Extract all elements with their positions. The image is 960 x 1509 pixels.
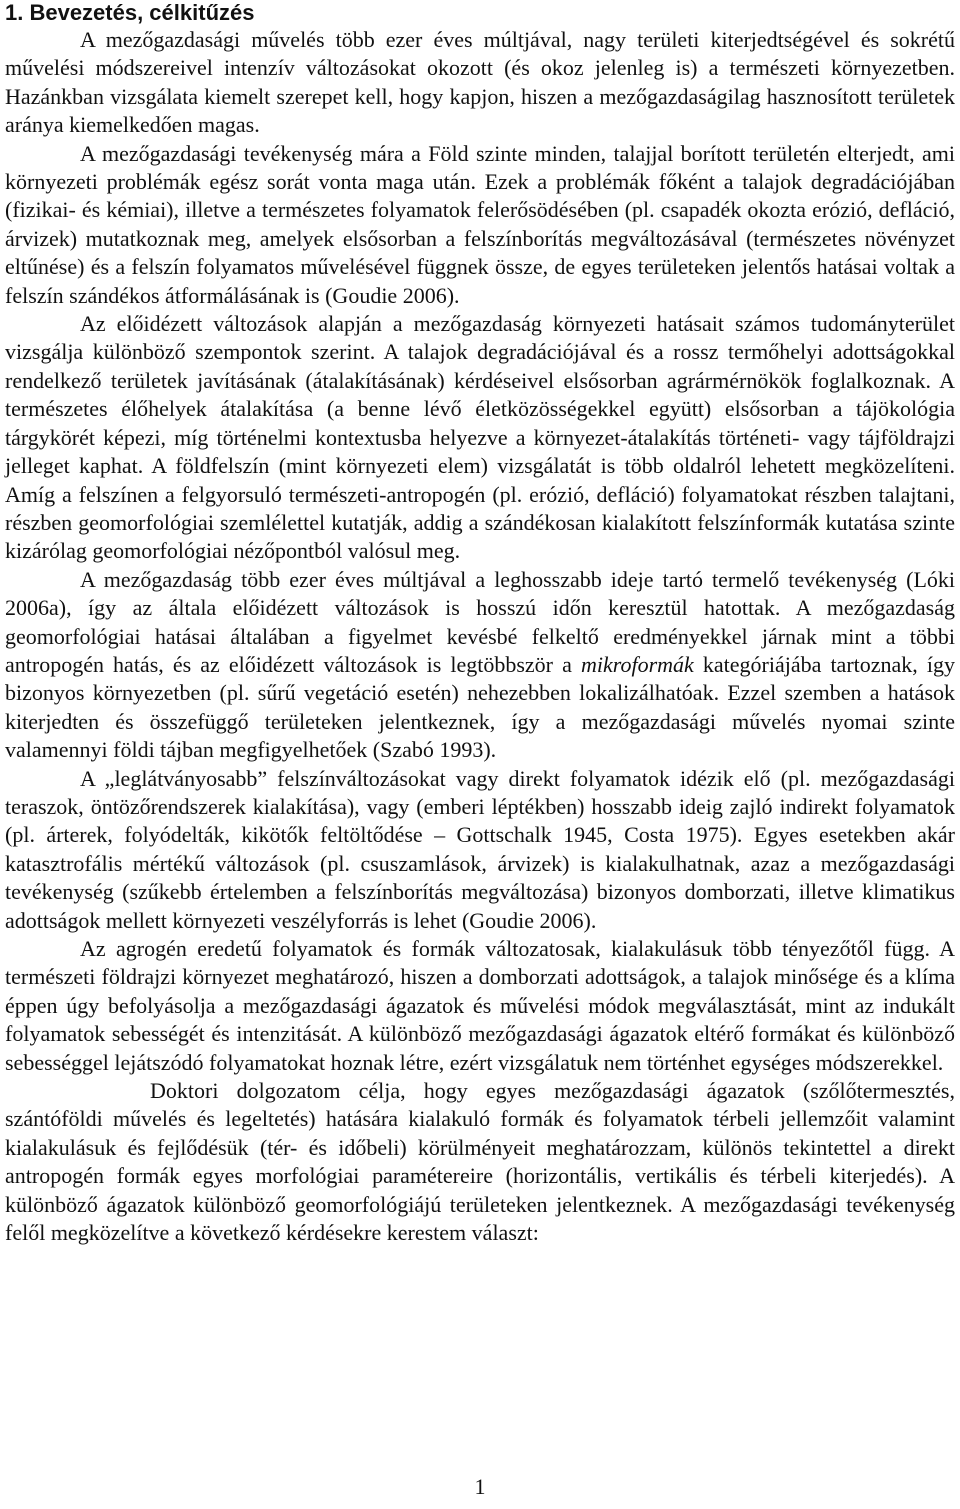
paragraph-text: kategóriájába tartoznak, így bizonyos környezetben (pl. sűrű vegetáció esetén) nehezebben lokalizálhatóak. Ezzel szemben a hatások kiterjedten és összefüggő területeken jelentkeznek, így a mezőgazdasági művelés nyomai szinte valamennyi földi tájban megfigyelhetőek (Szabó 1993). [5,651,955,763]
paragraph-text: A mezőgazdaság több ezer éves múltjával a leghosszabb ideje tartó termelő tevékenység (Lóki 2006a), így az általa előidézett változások is hosszú időn keresztül hatottak. A mezőgazdaság geomorfológiai hatásai általában a figyelmet kevésbé felkeltő eredményekkel járnak mint a többi antropogén hatás, és az előidézett változások is legtöbbször a [5,566,955,677]
paragraph [5,935,955,1077]
paragraph [5,26,955,140]
document-page [5,0,955,1247]
page-number: 1 [474,1474,486,1499]
paragraph [5,566,955,765]
paragraph [5,310,955,566]
paragraph-text: A mezőgazdasági tevékenység mára a Föld szinte minden, talajjal borított területén elterjedt, ami környezeti problémák egész sorát vonta maga után. Ezek a problémák főként a talajok degradációjában (fizikai- és kémiai), illetve a természetes folyamatok felerősödésében (pl. csapadék okozta erózió, defláció, árvizek) mutatkoznak meg, amelyek elsősorban a felszínborítás megváltozásával (természetes növényzet eltűnése) és a felszín folyamatos művelésével függnek össze, de egyes területeken jelentős hatásai voltak a felszín szándékos átformálásának is (Goudie 2006). [5,140,955,308]
section-heading: 1. Bevezetés, célkitűzés [5,0,255,25]
paragraph-text: Doktori dolgozatom célja, hogy egyes mezőgazdasági ágazatok (szőlőtermesztés, szántóföldi művelés és legeltetés) hatására kialakuló formák és folyamatok térbeli jellemzőit valamint kialakulásuk és fejlődésük (tér- és időbeli) körülményeit meghatározzam, különös tekintettel a direkt antropogén formák egyes morfológiai paramétereire (horizontális, vertikális és térbeli kiterjedés). A különböző ágazatok különböző geomorfológiájú területeken jelentkeznek. A mezőgazdasági tevékenység felől megközelítve a következő kérdésekre kerestem választ: [5,1078,955,1246]
paragraph-text: Az előidézett változások alapján a mezőgazdaság környezeti hatásait számos tudományterület vizsgálja különböző szempontok szerint. A talajok degradációjával és a rossz termőhelyi adottságokkal rendelkező területek javításának (átalakításának) kérdéseivel elsősorban agrármérnökök foglalkoznak. A természetes élőhelyek átalakítása (a benne lévő életközösségekkel együtt) elsősorban a tájökológia tárgykörét képezi, míg történelmi kontextusba helyezve a környezet-átalakítás történeti- vagy tájföldrajzi jelleget kaphat. A földfelszín (mint környezeti elem) vizsgálatát is több oldalról lehetett megközelíteni. Amíg a felszínen a felgyorsuló természeti-antropogén (pl. erózió, defláció) folyamatokat részben talajtani, részben geomorfológiai szemlélettel kutatják, addig a szándékosan kialakított felszínformák kutatása szinte kizárólag geomorfológiai nézőpontból valósul meg. [5,311,955,564]
paragraph-text: A mezőgazdasági művelés több ezer éves múltjával, nagy területi kiterjedtségével és sokrétű művelési módszereivel intenzív változásokat okozott (és okoz jelenleg is) a természeti környezetben. Hazánkban vizsgálata kiemelt szerepet kell, hogy kapjon, hiszen a mezőgazdaságilag hasznosított területek aránya kiemelkedően magas. [5,27,955,138]
paragraph-text: A „leglátványosabb” felszínváltozásokat vagy direkt folyamatok idézik elő (pl. mezőgazdasági teraszok, öntözőrendszerek kialakítása), vagy (emberi léptékben) hosszabb ideig zajló indirekt folyamatok (pl. árterek, folyódelták, kikötők feltöltődése – Gottschalk 1945, Costa 1975). Egyes esetekben akár katasztrofális mértékű változások (pl. csuszamlások, árvizek) is kialakulhatnak, azaz a mezőgazdasági tevékenység (szűkebb értelemben a felszínborítás megváltozása) bizonyos domborzati, illetve klimatikus adottságok mellett környezeti veszélyforrás is lehet (Goudie 2006). [5,765,955,933]
paragraph [5,140,955,310]
paragraph [5,765,955,935]
emphasized-term: mikroformák [580,651,694,677]
paragraph-text: Az agrogén eredetű folyamatok és formák változatosak, kialakulásuk több tényezőtől függ. A természeti földrajzi környezet meghatározó, hiszen a domborzati adottságok, a talajok minősége és a klíma éppen úgy befolyásolja a mezőgazdasági ágazatok és művelési módok megválasztását, mint az indukált folyamatok sebességét és intenzitását. A különböző mezőgazdasági ágazatok eltérő formákat és különböző sebességgel lejátszódó folyamatokat hoznak létre, ezért vizsgálatuk nem történhet egységes módszerekkel. [5,936,955,1075]
paragraph [5,1077,955,1247]
